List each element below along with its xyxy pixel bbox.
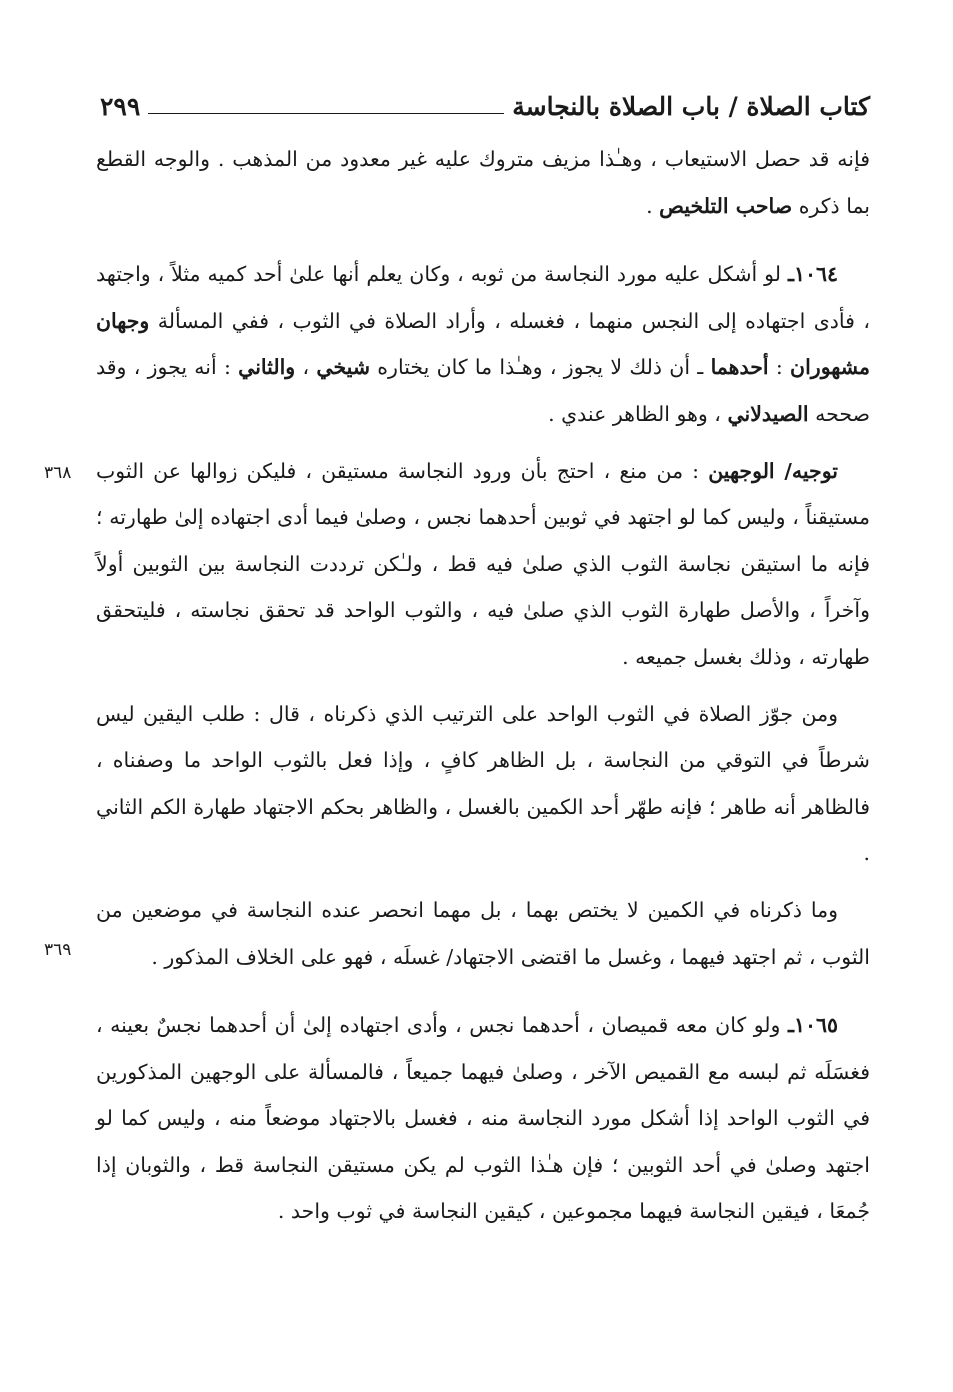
paragraph-5 — [96, 887, 870, 980]
text-run: : أنه يجوز ، وقد صححه — [96, 355, 870, 426]
bold-term: أحدهما — [710, 355, 769, 380]
paragraph-1 — [96, 136, 870, 229]
text-run: فإنه قد حصل الاستيعاب ، وهـٰذا مزيف متروك عليه غير معدود من المذهب . والوجه القطع بما ذكره — [96, 147, 870, 218]
text-run: لو أشكل عليه مورد النجاسة من ثوبه ، وكان يعلم أنها علىٰ أحد كميه مثلاً ، واجتهد ، فأدى اجتهاده إلى النجس منهما ، فغسله ، وأراد الصلاة في الثوب ، ففي المسألة — [96, 262, 870, 333]
text-run: : — [768, 355, 791, 380]
paragraph-2 — [96, 251, 870, 437]
text-run: ولو كان معه قميصان ، أحدهما نجس ، وأدى اجتهاده إلىٰ أن أحدهما نجسٌ بعينه ، فغسَلَه ثم لبسه مع القميص الآخر ، وصلىٰ فيهما جميعاً ، فالمسألة على الوجهين المذكورين في الثوب الواحد إذا أشكل مورد النجاسة منه ، فغسل بالاجتهاد موضعاً منه ، وليس كما لو اجتهد وصلىٰ في أحد الثوبين ؛ فإن هـٰذا الثوب لم يكن مستيقن النجاسة قط ، والثوبان إذا جُمعَا ، فيقين النجاسة فيهما مجموعين ، كيقين النجاسة في ثوب واحد . — [96, 1013, 870, 1224]
paragraph-3 — [96, 448, 870, 681]
bold-term: شيخي — [316, 355, 371, 380]
header-title: كتاب الصلاة / باب الصلاة بالنجاسة — [512, 91, 870, 121]
header-rule — [148, 113, 504, 114]
bold-term: توجيه/ الوجهين — [708, 458, 838, 483]
bold-term: وجهان مشهوران — [96, 308, 871, 380]
paragraph-4 — [96, 691, 870, 877]
text-run: ، — [295, 355, 317, 380]
bold-term: والثاني — [238, 355, 296, 380]
bold-term: ١٠٦٤ـ — [787, 262, 838, 287]
bold-term: صاحب التلخيص — [659, 193, 793, 218]
paragraph-6 — [96, 1002, 870, 1235]
text-run: . — [646, 193, 660, 218]
text-run: ـ أن ذلك لا يجوز ، وهـٰذا ما كان يختاره — [370, 355, 711, 380]
running-header — [100, 86, 870, 126]
text-run: ، وهو الظاهر عندي . — [548, 401, 728, 426]
bold-term: ١٠٦٥ـ — [787, 1013, 838, 1038]
text-run: : من منع ، احتج بأن ورود النجاسة مستيقن ، فليكن زوالها عن الثوب مستيقناً ، وليس كما لو اجتهد في ثوبين أحدهما نجس ، وصلىٰ فيما أدى اجتهاده إلىٰ طهارته ؛ فإنه ما استيقن نجاسة الثوب الذي صلىٰ فيه قط ، ولـٰكن ترددت النجاسة بين الثوبين أولاً وآخراً ، والأصل طهارة الثوب الذي صلىٰ فيه ، والثوب الواحد قد تحقق نجاسته ، فليتحقق طهارته ، وذلك بغسل جميعه . — [96, 458, 870, 669]
body-text — [96, 136, 870, 1235]
margin-note-369: ٣٦٩ — [44, 940, 72, 960]
page-number: ٢٩٩ — [100, 91, 141, 121]
text-run: وما ذكرناه في الكمين لا يختص بهما ، بل مهما انحصر عنده النجاسة في موضعين من الثوب ، ثم اجتهد فيهما ، وغسل ما اقتضى الاجتهاد/ غسلَه ، فهو على الخلاف المذكور . — [96, 897, 870, 969]
margin-note-368: ٣٦٨ — [44, 463, 72, 483]
bold-term: الصيدلاني — [727, 401, 809, 426]
text-run: ومن جوّز الصلاة في الثوب الواحد على الترتيب الذي ذكرناه ، قال : طلب اليقين ليس شرطاً في التوقي من النجاسة ، بل الظاهر كافٍ ، وإذا فعل بالثوب الواحد ما وصفناه ، فالظاهر أنه طاهر ؛ فإنه طهّر أحد الكمين بالغسل ، والظاهر بحكم الاجتهاد طهارة الكم الثاني . — [96, 701, 870, 866]
